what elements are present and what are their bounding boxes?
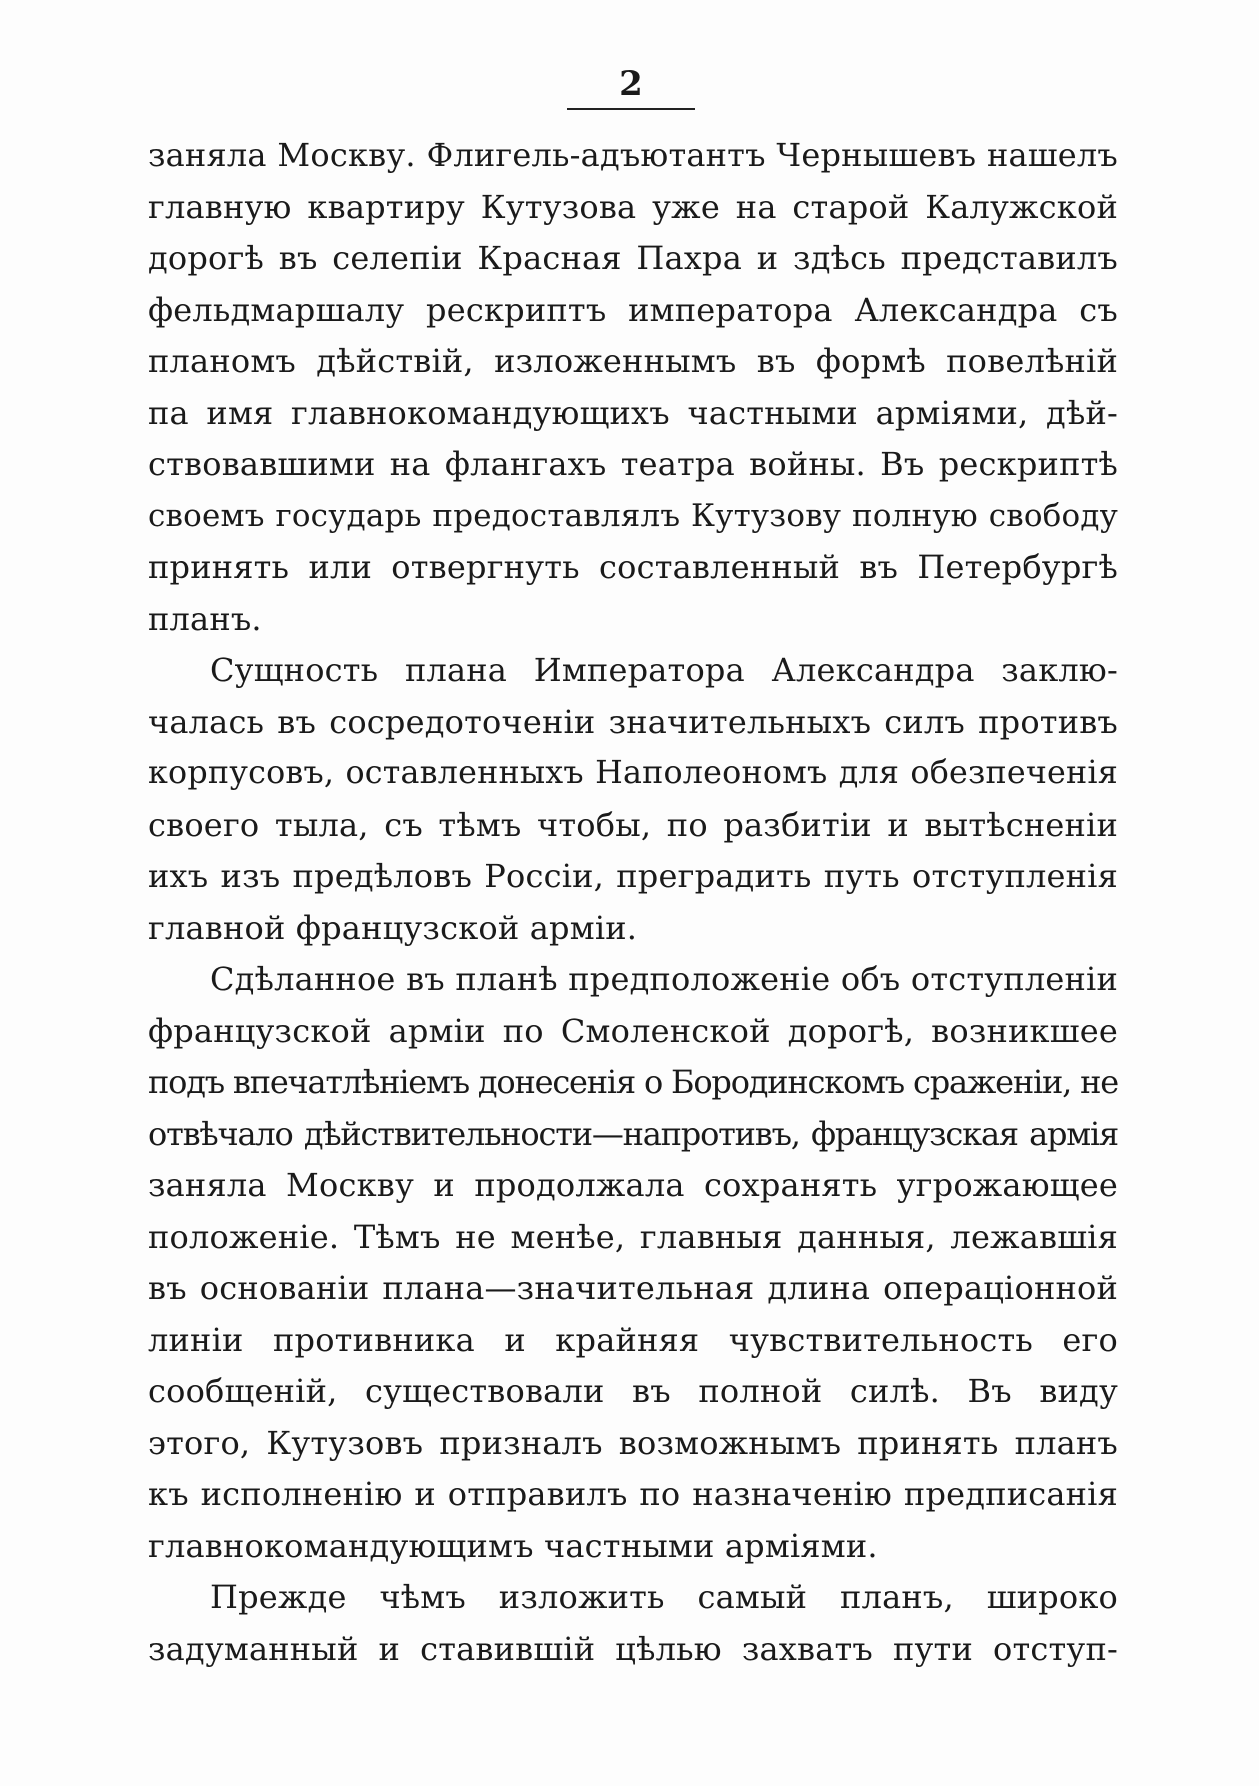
page-number: 2 [619, 64, 643, 104]
text-line: корпусовъ, оставленныхъ Наполеономъ для обезпеченія [148, 755, 1118, 791]
paragraph-1 [148, 130, 1118, 645]
text-line: Прежде чѣмъ изложить самый планъ, широко [210, 1578, 1118, 1616]
text-line: Сущность плана Императора Александра заклю- [210, 651, 1118, 689]
text-line: ихъ изъ предѣловъ Россіи, преградить путь отступленія [148, 857, 1118, 895]
text-line: сообщеній, существовали въ полной силѣ. Въ виду [148, 1372, 1118, 1410]
text-line: Сдѣланное въ планѣ предположеніе объ отступленіи [210, 960, 1118, 998]
text-line: дорогѣ въ селепіи Красная Пахра и здѣсь представилъ [148, 239, 1118, 277]
text-line: па имя главнокомандующихъ частными арміями, дѣй- [148, 393, 1118, 432]
paragraph-2 [148, 645, 1118, 954]
text-line: подъ впечатлѣніемъ донесенія о Бородинскомъ сраженіи, не [148, 1063, 1118, 1101]
text-line: ствовавшими на флангахъ театра войны. Въ рескриптѣ [148, 445, 1118, 483]
text-line: этого, Кутузовъ призналъ возможнымъ принять планъ [148, 1423, 1118, 1462]
text-body [148, 130, 1118, 1675]
text-line: главной французской арміи. [148, 908, 638, 947]
text-line: положеніе. Тѣмъ не менѣе, главныя данныя, лежавшія [148, 1217, 1118, 1256]
text-line: въ основаніи плана—значительная длина операціонной [148, 1269, 1118, 1307]
page-header [566, 64, 696, 110]
text-line: французской арміи по Смоленской дорогѣ, возникшее [148, 1011, 1118, 1050]
text-line: чалась въ сосредоточеніи значительныхъ силъ противъ [148, 702, 1118, 741]
text-line: главнокомандующимъ частными арміями. [148, 1526, 878, 1565]
text-line: планомъ дѣйствій, изложеннымъ въ формѣ повелѣній [148, 342, 1118, 380]
text-line: принять или отвергнуть составленный въ Петербургѣ [148, 548, 1118, 586]
paragraph-4 [148, 1572, 1118, 1675]
text-line: линіи противника и крайняя чувствительность его [148, 1320, 1118, 1359]
page-number-rule [567, 108, 695, 110]
paragraph-3 [148, 954, 1118, 1572]
text-line: къ исполненію и отправилъ по назначенію предписанія [148, 1475, 1118, 1513]
text-line: отвѣчало дѣйствительности—напротивъ, французская армія [148, 1114, 1118, 1153]
text-line: заняла Москву и продолжала сохранять угрожающее [148, 1166, 1118, 1204]
text-line: своего тыла, съ тѣмъ чтобы, по разбитіи и вытѣсненіи [148, 805, 1118, 844]
text-line: своемъ государь предоставлялъ Кутузову полную свободу [148, 497, 1118, 534]
text-line: заняла Москву. Флигель-адъютантъ Чернышевъ нашелъ [148, 136, 1118, 174]
text-line: планъ. [148, 599, 262, 638]
text-line: фельдмаршалу рескриптъ императора Александра съ [148, 290, 1118, 329]
text-line: главную квартиру Кутузова уже на старой Калужской [148, 187, 1118, 226]
text-line: задуманный и ставившій цѣлью захватъ пути отступ- [148, 1629, 1118, 1668]
